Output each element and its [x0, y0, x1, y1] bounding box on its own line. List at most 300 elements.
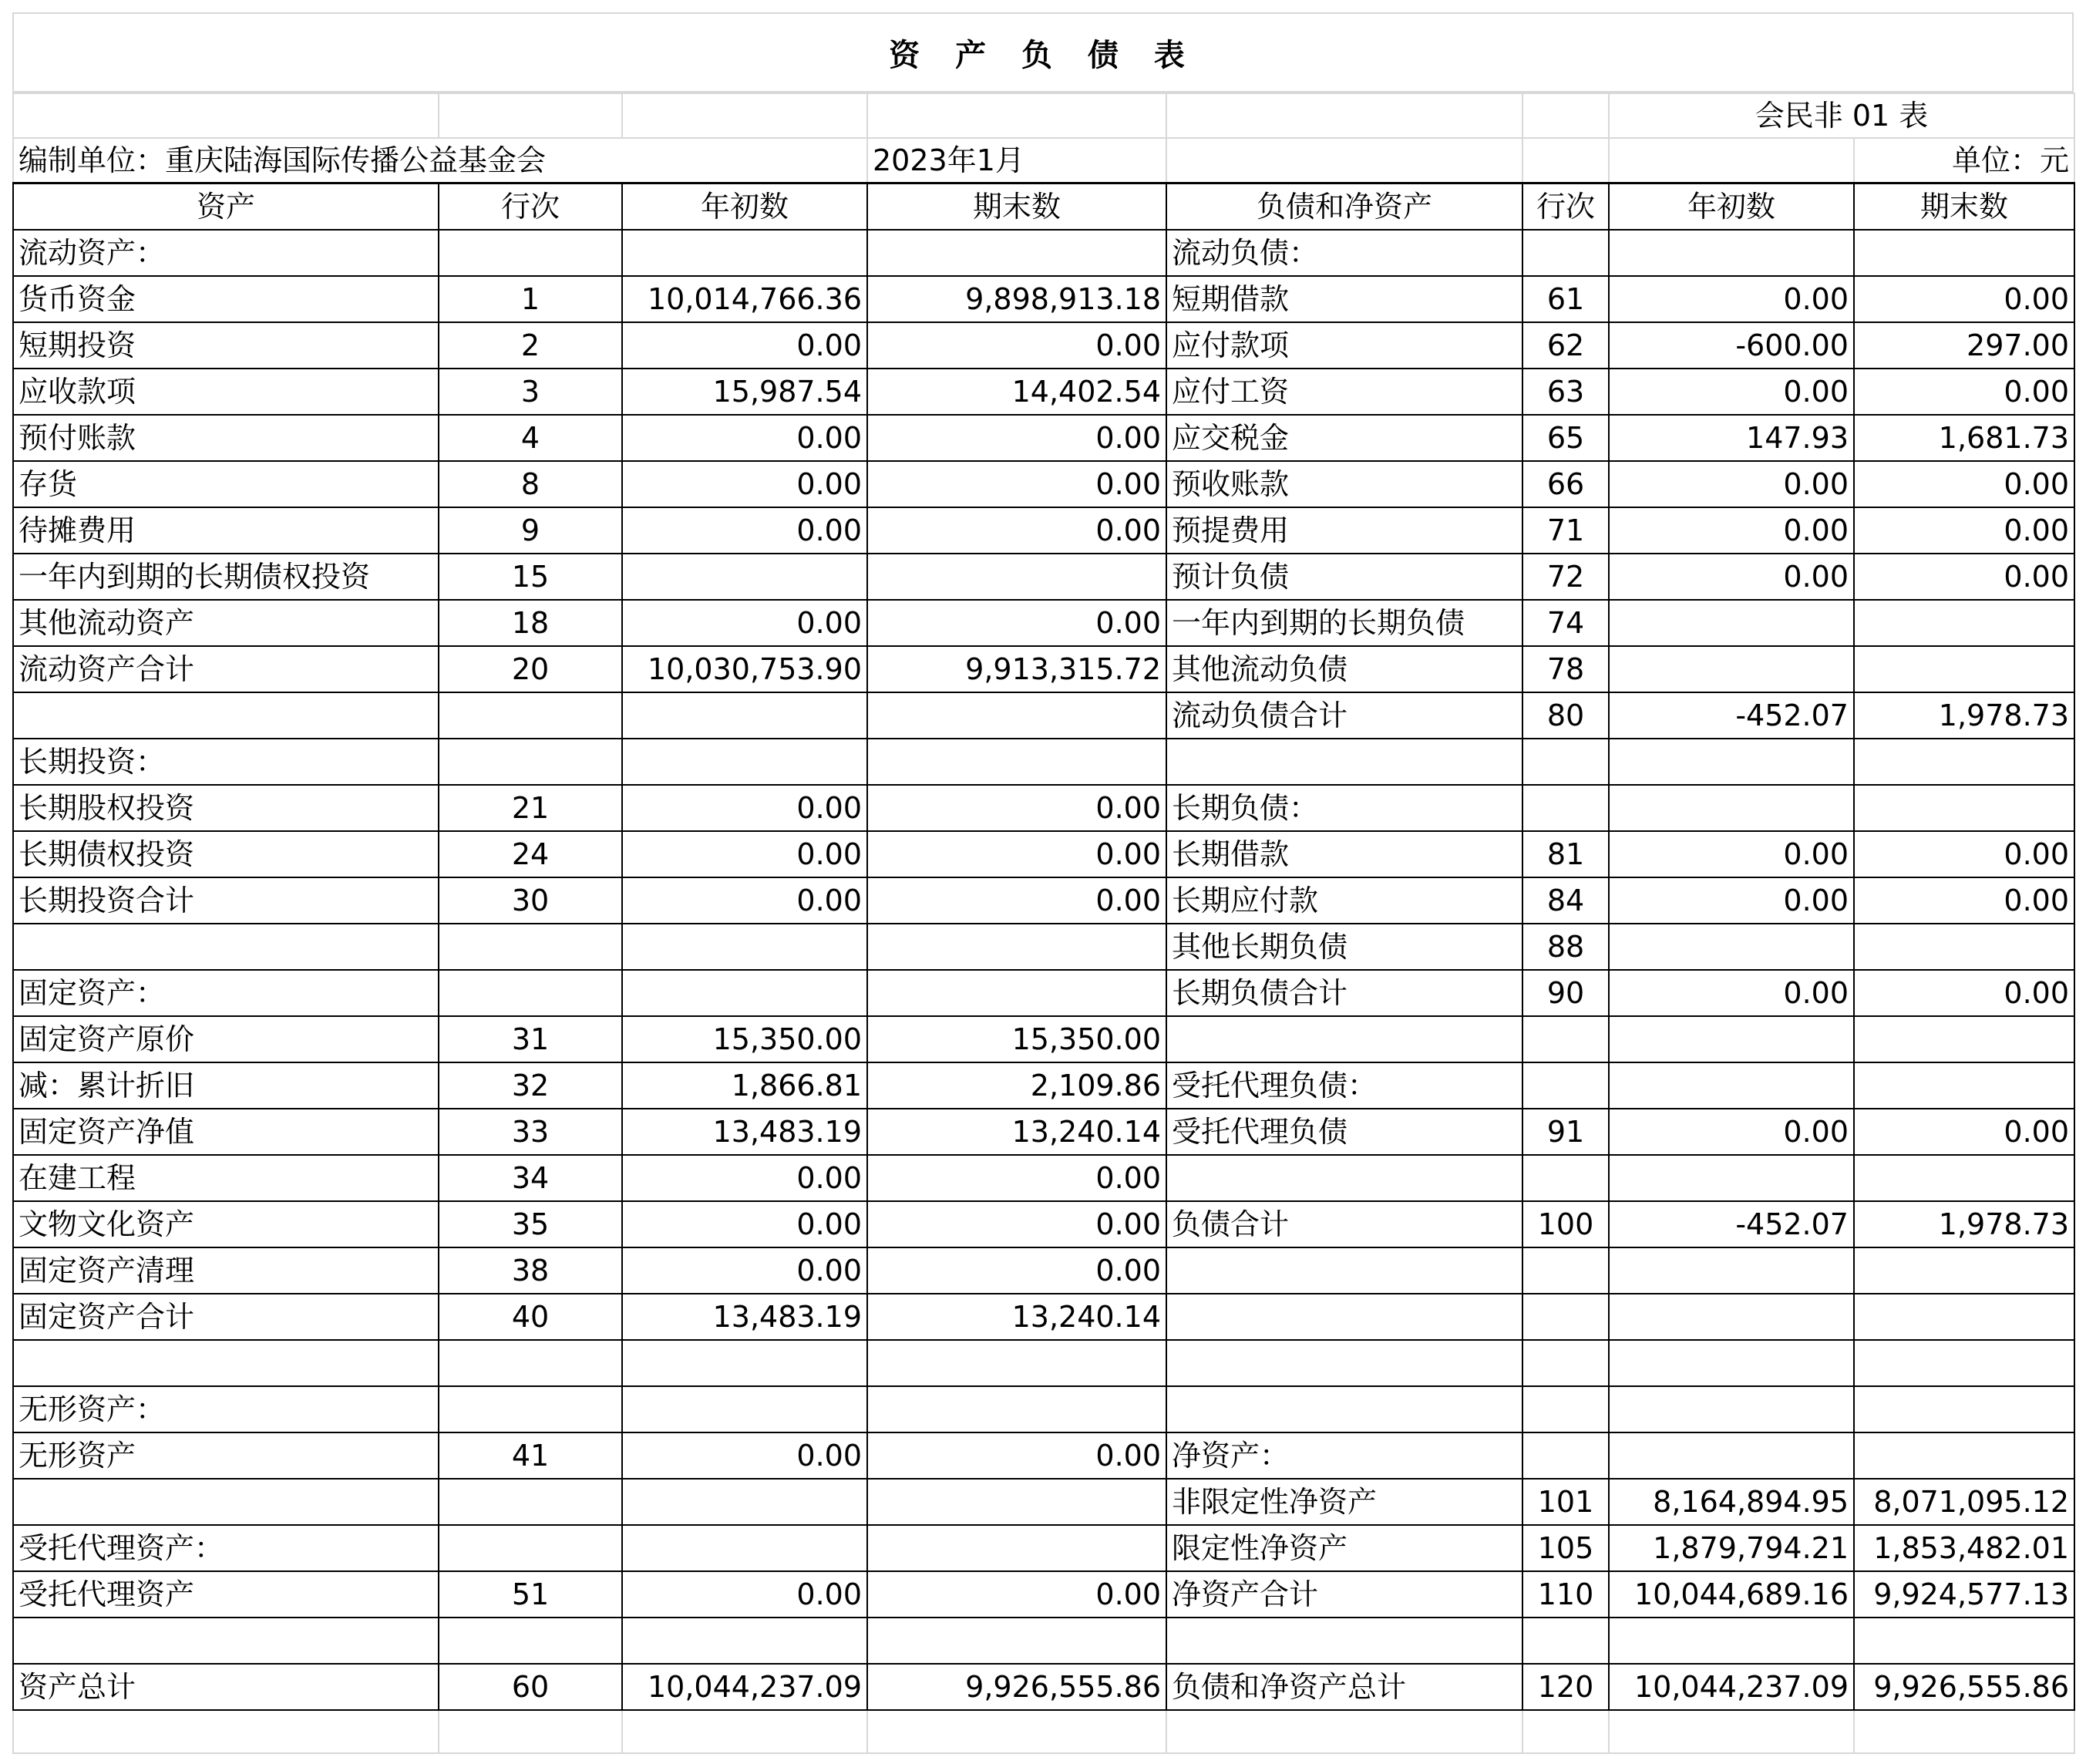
asset-name: 固定资产合计	[13, 1294, 439, 1340]
asset-line-no: 8	[439, 461, 622, 507]
liability-closing	[1854, 739, 2074, 785]
liability-closing: 0.00	[1854, 877, 2074, 924]
asset-opening: 0.00	[622, 1201, 867, 1247]
header-line-no: 行次	[439, 183, 622, 231]
liability-closing: 1,853,482.01	[1854, 1525, 2074, 1571]
liability-closing	[1854, 1294, 2074, 1340]
table-row	[13, 924, 2074, 970]
asset-name: 固定资产原价	[13, 1016, 439, 1062]
liability-name: 长期借款	[1166, 831, 1522, 877]
liability-name: 流动负债合计	[1166, 692, 1522, 739]
asset-closing	[867, 1525, 1166, 1571]
asset-closing: 0.00	[867, 1432, 1166, 1479]
asset-closing: 13,240.14	[867, 1294, 1166, 1340]
asset-closing: 0.00	[867, 1201, 1166, 1247]
asset-opening	[622, 230, 867, 276]
liability-name: 长期负债合计	[1166, 970, 1522, 1016]
liability-opening	[1609, 600, 1854, 646]
liability-name: 预收账款	[1166, 461, 1522, 507]
liability-line-no: 63	[1522, 369, 1609, 415]
asset-closing: 0.00	[867, 831, 1166, 877]
asset-name: 一年内到期的长期债权投资	[13, 554, 439, 600]
liability-name: 预提费用	[1166, 507, 1522, 554]
asset-opening: 0.00	[622, 1571, 867, 1618]
liability-line-no: 74	[1522, 600, 1609, 646]
asset-closing	[867, 1340, 1166, 1386]
table-row	[13, 1664, 2074, 1710]
liability-opening: -600.00	[1609, 322, 1854, 369]
reporting-organization: 编制单位：重庆陆海国际传播公益基金会	[13, 138, 622, 183]
title-row	[12, 12, 2074, 93]
asset-line-no: 24	[439, 831, 622, 877]
liability-opening: -452.07	[1609, 1201, 1854, 1247]
liability-line-no: 72	[1522, 554, 1609, 600]
asset-name: 长期股权投资	[13, 785, 439, 831]
asset-opening: 0.00	[622, 877, 867, 924]
liability-opening: 0.00	[1609, 369, 1854, 415]
asset-opening: 15,350.00	[622, 1016, 867, 1062]
liability-opening	[1609, 1294, 1854, 1340]
table-row	[13, 877, 2074, 924]
table-row	[13, 1525, 2074, 1571]
header-line-no-right: 行次	[1522, 183, 1609, 231]
liability-line-no	[1522, 739, 1609, 785]
liability-closing	[1854, 1340, 2074, 1386]
asset-line-no: 60	[439, 1664, 622, 1710]
asset-name: 长期投资合计	[13, 877, 439, 924]
liability-name: 一年内到期的长期负债	[1166, 600, 1522, 646]
asset-opening	[622, 1386, 867, 1432]
liability-line-no	[1522, 1016, 1609, 1062]
asset-closing: 0.00	[867, 415, 1166, 461]
asset-line-no	[439, 924, 622, 970]
asset-name: 固定资产：	[13, 970, 439, 1016]
asset-closing: 14,402.54	[867, 369, 1166, 415]
liability-name: 流动负债：	[1166, 230, 1522, 276]
liability-opening: -452.07	[1609, 692, 1854, 739]
asset-opening: 0.00	[622, 322, 867, 369]
table-row	[13, 230, 2074, 276]
liability-line-no: 71	[1522, 507, 1609, 554]
liability-line-no: 61	[1522, 276, 1609, 322]
asset-line-no: 1	[439, 276, 622, 322]
table-row	[13, 507, 2074, 554]
asset-opening	[622, 1618, 867, 1664]
liability-line-no	[1522, 1155, 1609, 1201]
liability-line-no	[1522, 1247, 1609, 1294]
liability-closing: 0.00	[1854, 369, 2074, 415]
liability-opening: 147.93	[1609, 415, 1854, 461]
asset-closing: 2,109.86	[867, 1062, 1166, 1109]
liability-line-no: 88	[1522, 924, 1609, 970]
table-row	[13, 322, 2074, 369]
asset-name: 存货	[13, 461, 439, 507]
asset-name	[13, 1340, 439, 1386]
liability-line-no: 65	[1522, 415, 1609, 461]
liability-closing: 0.00	[1854, 1109, 2074, 1155]
asset-opening: 0.00	[622, 415, 867, 461]
asset-closing: 13,240.14	[867, 1109, 1166, 1155]
liability-closing	[1854, 1386, 2074, 1432]
table-row	[13, 1155, 2074, 1201]
asset-line-no	[439, 1386, 622, 1432]
asset-closing	[867, 1479, 1166, 1525]
asset-line-no	[439, 692, 622, 739]
asset-closing: 0.00	[867, 322, 1166, 369]
asset-name: 固定资产清理	[13, 1247, 439, 1294]
meta-row	[13, 138, 2074, 183]
asset-name: 长期投资：	[13, 739, 439, 785]
liability-line-no: 90	[1522, 970, 1609, 1016]
asset-closing: 0.00	[867, 785, 1166, 831]
asset-name: 流动资产：	[13, 230, 439, 276]
asset-line-no: 40	[439, 1294, 622, 1340]
table-row	[13, 1109, 2074, 1155]
liability-line-no: 66	[1522, 461, 1609, 507]
asset-name	[13, 1618, 439, 1664]
liability-name: 非限定性净资产	[1166, 1479, 1522, 1525]
asset-closing: 9,913,315.72	[867, 646, 1166, 692]
liability-opening	[1609, 924, 1854, 970]
asset-opening: 0.00	[622, 1155, 867, 1201]
liability-closing: 8,071,095.12	[1854, 1479, 2074, 1525]
liability-closing: 0.00	[1854, 554, 2074, 600]
liability-name: 其他长期负债	[1166, 924, 1522, 970]
asset-name: 在建工程	[13, 1155, 439, 1201]
asset-name: 无形资产	[13, 1432, 439, 1479]
liability-closing	[1854, 1016, 2074, 1062]
table-row	[13, 739, 2074, 785]
asset-line-no: 18	[439, 600, 622, 646]
liability-closing	[1854, 1155, 2074, 1201]
liability-name	[1166, 1294, 1522, 1340]
asset-line-no	[439, 1618, 622, 1664]
header-opening-right: 年初数	[1609, 183, 1854, 231]
asset-name: 受托代理资产	[13, 1571, 439, 1618]
header-closing: 期末数	[867, 183, 1166, 231]
liability-opening: 0.00	[1609, 507, 1854, 554]
liability-closing	[1854, 230, 2074, 276]
asset-name: 流动资产合计	[13, 646, 439, 692]
page-title: 资 产 负 债 表	[889, 37, 1197, 73]
asset-closing: 0.00	[867, 1155, 1166, 1201]
table-row	[13, 415, 2074, 461]
asset-opening	[622, 554, 867, 600]
liability-name	[1166, 1618, 1522, 1664]
asset-closing	[867, 1618, 1166, 1664]
table-row	[13, 1247, 2074, 1294]
asset-line-no: 33	[439, 1109, 622, 1155]
asset-opening	[622, 739, 867, 785]
liability-closing	[1854, 1432, 2074, 1479]
asset-line-no: 32	[439, 1062, 622, 1109]
liability-line-no	[1522, 1618, 1609, 1664]
asset-opening: 0.00	[622, 785, 867, 831]
asset-name: 应收款项	[13, 369, 439, 415]
table-row	[13, 1571, 2074, 1618]
table-row	[13, 276, 2074, 322]
liability-opening	[1609, 1618, 1854, 1664]
liability-name	[1166, 739, 1522, 785]
asset-closing: 0.00	[867, 877, 1166, 924]
liability-line-no: 91	[1522, 1109, 1609, 1155]
liability-opening: 8,164,894.95	[1609, 1479, 1854, 1525]
liability-closing: 0.00	[1854, 507, 2074, 554]
asset-line-no: 9	[439, 507, 622, 554]
asset-opening: 0.00	[622, 600, 867, 646]
asset-opening: 1,866.81	[622, 1062, 867, 1109]
asset-line-no	[439, 1340, 622, 1386]
table-row	[13, 970, 2074, 1016]
form-number-row	[13, 93, 2074, 138]
asset-line-no: 3	[439, 369, 622, 415]
liability-closing	[1854, 924, 2074, 970]
table-row	[13, 600, 2074, 646]
liability-name: 短期借款	[1166, 276, 1522, 322]
asset-name: 短期投资	[13, 322, 439, 369]
liability-opening	[1609, 1155, 1854, 1201]
asset-opening	[622, 1525, 867, 1571]
asset-opening: 0.00	[622, 831, 867, 877]
asset-closing: 0.00	[867, 600, 1166, 646]
asset-line-no	[439, 1479, 622, 1525]
asset-opening	[622, 692, 867, 739]
asset-name	[13, 1479, 439, 1525]
liability-closing	[1854, 785, 2074, 831]
liability-line-no: 81	[1522, 831, 1609, 877]
asset-opening: 10,044,237.09	[622, 1664, 867, 1710]
liability-name: 负债合计	[1166, 1201, 1522, 1247]
liability-line-no: 80	[1522, 692, 1609, 739]
liability-name: 限定性净资产	[1166, 1525, 1522, 1571]
asset-name: 货币资金	[13, 276, 439, 322]
asset-opening: 10,014,766.36	[622, 276, 867, 322]
table-row	[13, 369, 2074, 415]
asset-name: 预付账款	[13, 415, 439, 461]
liability-line-no: 100	[1522, 1201, 1609, 1247]
asset-opening	[622, 1340, 867, 1386]
table-row	[13, 785, 2074, 831]
asset-opening: 15,987.54	[622, 369, 867, 415]
liability-opening: 10,044,689.16	[1609, 1571, 1854, 1618]
asset-line-no: 21	[439, 785, 622, 831]
table-row	[13, 646, 2074, 692]
liability-closing: 9,924,577.13	[1854, 1571, 2074, 1618]
liability-opening	[1609, 785, 1854, 831]
table-row	[13, 1016, 2074, 1062]
asset-closing	[867, 230, 1166, 276]
balance-sheet	[12, 12, 2074, 1752]
liability-line-no: 101	[1522, 1479, 1609, 1525]
liability-line-no	[1522, 230, 1609, 276]
asset-closing: 0.00	[867, 1571, 1166, 1618]
liability-line-no: 120	[1522, 1664, 1609, 1710]
asset-name: 文物文化资产	[13, 1201, 439, 1247]
header-assets: 资产	[13, 183, 439, 231]
table-row	[13, 1432, 2074, 1479]
header-opening: 年初数	[622, 183, 867, 231]
liability-closing: 0.00	[1854, 276, 2074, 322]
liability-opening	[1609, 646, 1854, 692]
asset-closing: 0.00	[867, 1247, 1166, 1294]
asset-closing	[867, 1386, 1166, 1432]
table-row	[13, 1386, 2074, 1432]
liability-name	[1166, 1340, 1522, 1386]
table-row	[13, 1201, 2074, 1247]
liability-opening	[1609, 1062, 1854, 1109]
liability-name	[1166, 1016, 1522, 1062]
asset-closing: 9,898,913.18	[867, 276, 1166, 322]
asset-name: 受托代理资产：	[13, 1525, 439, 1571]
liability-line-no: 105	[1522, 1525, 1609, 1571]
header-liabilities: 负债和净资产	[1166, 183, 1522, 231]
asset-opening: 10,030,753.90	[622, 646, 867, 692]
asset-line-no	[439, 230, 622, 276]
asset-name: 固定资产净值	[13, 1109, 439, 1155]
asset-closing: 15,350.00	[867, 1016, 1166, 1062]
asset-opening: 0.00	[622, 1432, 867, 1479]
liability-closing	[1854, 1247, 2074, 1294]
asset-closing	[867, 970, 1166, 1016]
asset-closing: 0.00	[867, 461, 1166, 507]
asset-opening	[622, 924, 867, 970]
liability-opening: 0.00	[1609, 554, 1854, 600]
asset-closing	[867, 554, 1166, 600]
asset-name: 其他流动资产	[13, 600, 439, 646]
liability-opening: 0.00	[1609, 1109, 1854, 1155]
asset-opening: 13,483.19	[622, 1109, 867, 1155]
liability-opening: 1,879,794.21	[1609, 1525, 1854, 1571]
asset-line-no: 2	[439, 322, 622, 369]
liability-name	[1166, 1155, 1522, 1201]
asset-line-no: 41	[439, 1432, 622, 1479]
asset-opening	[622, 1479, 867, 1525]
liability-opening: 0.00	[1609, 831, 1854, 877]
liability-name: 受托代理负债	[1166, 1109, 1522, 1155]
liability-opening	[1609, 1386, 1854, 1432]
asset-line-no: 30	[439, 877, 622, 924]
asset-opening: 0.00	[622, 1247, 867, 1294]
liability-line-no: 110	[1522, 1571, 1609, 1618]
asset-line-no	[439, 970, 622, 1016]
liability-closing	[1854, 646, 2074, 692]
liability-line-no	[1522, 1062, 1609, 1109]
liability-line-no: 78	[1522, 646, 1609, 692]
currency-unit: 单位：元	[1854, 138, 2074, 183]
asset-line-no: 4	[439, 415, 622, 461]
balance-sheet-table	[12, 93, 2075, 1754]
asset-closing	[867, 924, 1166, 970]
liability-name: 应付工资	[1166, 369, 1522, 415]
liability-opening: 0.00	[1609, 877, 1854, 924]
liability-line-no	[1522, 1294, 1609, 1340]
asset-line-no: 20	[439, 646, 622, 692]
liability-closing: 0.00	[1854, 970, 2074, 1016]
asset-line-no: 31	[439, 1016, 622, 1062]
asset-closing: 0.00	[867, 507, 1166, 554]
liability-closing	[1854, 1618, 2074, 1664]
liability-closing	[1854, 1062, 2074, 1109]
asset-opening: 13,483.19	[622, 1294, 867, 1340]
table-row	[13, 461, 2074, 507]
liability-name: 应交税金	[1166, 415, 1522, 461]
liability-closing: 297.00	[1854, 322, 2074, 369]
asset-name	[13, 692, 439, 739]
table-header-row	[13, 183, 2074, 231]
table-row	[13, 554, 2074, 600]
liability-closing: 0.00	[1854, 461, 2074, 507]
liability-name	[1166, 1247, 1522, 1294]
liability-opening: 0.00	[1609, 276, 1854, 322]
table-row	[13, 831, 2074, 877]
asset-closing: 9,926,555.86	[867, 1664, 1166, 1710]
asset-line-no: 38	[439, 1247, 622, 1294]
form-number: 会民非 01 表	[1609, 93, 2074, 138]
asset-name	[13, 924, 439, 970]
liability-name: 负债和净资产总计	[1166, 1664, 1522, 1710]
table-row	[13, 1340, 2074, 1386]
table-row	[13, 1618, 2074, 1664]
asset-line-no	[439, 1525, 622, 1571]
asset-name: 无形资产：	[13, 1386, 439, 1432]
liability-closing: 1,978.73	[1854, 1201, 2074, 1247]
header-closing-right: 期末数	[1854, 183, 2074, 231]
liability-closing: 0.00	[1854, 831, 2074, 877]
table-row	[13, 1479, 2074, 1525]
liability-opening: 10,044,237.09	[1609, 1664, 1854, 1710]
asset-line-no: 34	[439, 1155, 622, 1201]
asset-name: 减：累计折旧	[13, 1062, 439, 1109]
asset-opening	[622, 970, 867, 1016]
liability-line-no	[1522, 1340, 1609, 1386]
asset-closing	[867, 692, 1166, 739]
liability-opening	[1609, 1247, 1854, 1294]
liability-line-no	[1522, 1432, 1609, 1479]
liability-name: 其他流动负债	[1166, 646, 1522, 692]
liability-opening: 0.00	[1609, 461, 1854, 507]
liability-name: 净资产：	[1166, 1432, 1522, 1479]
asset-name: 资产总计	[13, 1664, 439, 1710]
asset-line-no: 51	[439, 1571, 622, 1618]
asset-opening: 0.00	[622, 507, 867, 554]
asset-line-no: 15	[439, 554, 622, 600]
asset-name: 待摊费用	[13, 507, 439, 554]
asset-closing	[867, 739, 1166, 785]
table-row	[13, 692, 2074, 739]
liability-name: 受托代理负债：	[1166, 1062, 1522, 1109]
liability-name: 预计负债	[1166, 554, 1522, 600]
liability-opening	[1609, 1016, 1854, 1062]
asset-opening: 0.00	[622, 461, 867, 507]
liability-opening	[1609, 1340, 1854, 1386]
liability-opening	[1609, 1432, 1854, 1479]
table-row	[13, 1062, 2074, 1109]
liability-name: 应付款项	[1166, 322, 1522, 369]
liability-closing: 1,978.73	[1854, 692, 2074, 739]
liability-closing: 1,681.73	[1854, 415, 2074, 461]
liability-name: 长期负债：	[1166, 785, 1522, 831]
asset-line-no	[439, 739, 622, 785]
reporting-period: 2023年1月	[867, 138, 1166, 183]
liability-opening: 0.00	[1609, 970, 1854, 1016]
liability-closing: 9,926,555.86	[1854, 1664, 2074, 1710]
liability-name: 净资产合计	[1166, 1571, 1522, 1618]
table-row	[13, 1294, 2074, 1340]
trailing-empty-row	[13, 1710, 2074, 1753]
asset-line-no: 35	[439, 1201, 622, 1247]
liability-opening	[1609, 230, 1854, 276]
liability-line-no	[1522, 1386, 1609, 1432]
